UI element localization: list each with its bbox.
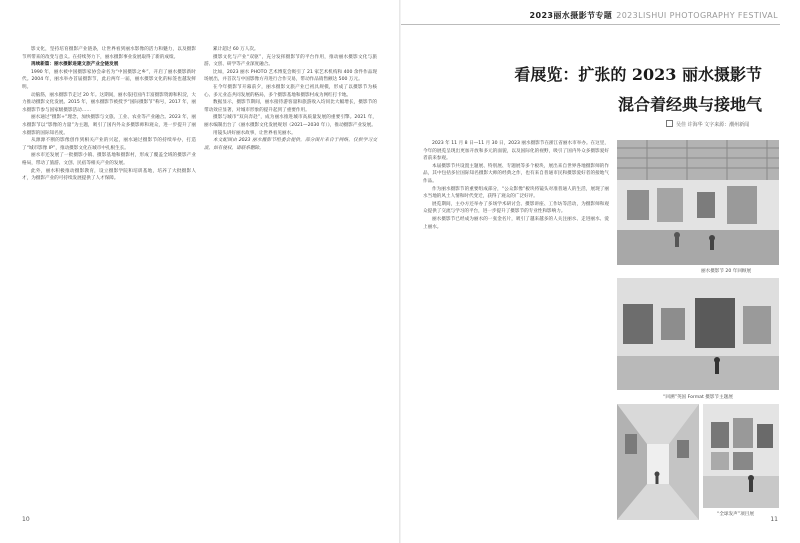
body-paragraph: 作为丽水摄影节的重要组成部分，“公众影像”板块将镜头对准普通人的生活，展现了丽水当地的风土人情和时代变迁，获得了观众的广泛好评。 (423, 186, 609, 200)
body-paragraph: 丽水通过“摄影+”理念，加快摄影与文旅、工业、农业等产业融合。2023 年，丽水摄影节以“影像的力量”为主题，吸引了国内外众多摄影师和观众，进一步提升了丽水摄影的国际知名度。 (22, 115, 196, 136)
photo-format-exhibition (617, 278, 779, 390)
body-paragraph: 此外，丽水积极推动摄影教育，设立摄影学院和培训基地，培养了大批摄影人才，为摄影产业的可持续发展提供了人才保障。 (22, 168, 196, 182)
body-paragraph: 展览期间，主办方还举办了多场学术研讨会、摄影讲座、工作坊等活动，为摄影师和观众提供了交流与学习的平台，进一步提升了摄影节的专业性和影响力。 (423, 201, 609, 215)
page-number-left: 10 (22, 516, 30, 523)
left-column-1 (22, 46, 196, 183)
article-title-line2: 混合着经典与接地气 (617, 95, 762, 114)
body-paragraph: 用镜头讲好丽水故事，让世界看见丽水。 (213, 130, 296, 136)
body-paragraph: 数据显示，摄影节期间，丽水接待游客量和旅游收入均同比大幅增长，摄影节的带动效应显著，对城市形象的提升起到了重要作用。 (204, 100, 377, 113)
photo-global-voice (703, 404, 779, 508)
photo-corridor-image (617, 404, 699, 520)
body-paragraph: 比如，2023 丽水 PHOTO 艺术博览会吸引了 21 家艺术机构和 400 余件作品现场展出，并首次与中国影像方舟进行合作交易，带动作品销售额达 500 万元。 (204, 69, 377, 83)
body-paragraph: 动脑筋，丽水摄影节走过 20 年。这期间，丽水依托国内丰富摄影资源和积淀，大力推动摄影文化发展。2015 年，丽水摄影节被授予“国际摄影节”称号，2017 年，丽水摄影节参与国家级摄影活动…… (22, 92, 196, 113)
header-title-zh: 2023丽水摄影节专题 (529, 11, 613, 20)
right-column (423, 140, 609, 231)
photo-global-voice-image (703, 404, 779, 508)
photo-credit-note: 本文配图由 2023 丽水摄影节组委会提供，部分图片来自于网络，仅供学习交流，如有侵权，请联系删除。 (204, 138, 377, 151)
body-paragraph: 1990 年，丽水被中国摄影家协会命名为“中国摄影之乡”，开启了丽水摄影新时代。2004 年，丽水举办首届摄影节，此后两年一届，丽水摄影文化的标签也越发鲜明。 (22, 69, 196, 90)
header-rule (401, 24, 780, 25)
body-paragraph: 丽水摄影节已经成为丽水的一张金名片，吸引了越来越多的人关注丽水、走进丽水、爱上丽水。 (423, 216, 609, 230)
body-paragraph: 2023 年 11 月 8 日—11 月 30 日，2023 丽水摄影节在浙江省丽水市举办。在这里，今年的展览呈现出更加开放和多元的面貌，以及国际化的视野，吸引了国内外众多摄影爱好者前来参观。 (423, 141, 609, 162)
running-header (401, 10, 800, 32)
caption-photo4: “全球发声”项目展 (717, 512, 754, 517)
body-paragraph: 在今年摄影节开幕前夕，丽水摄影文旅产业已初具规模，形成了以摄影节为核心、多元业态共同发展的格局，多个摄影基地和摄影村成为网红打卡地。 (204, 84, 377, 98)
header-title-en: 2023LISHUI PHOTOGRAPHY FESTIVAL (616, 11, 778, 20)
body-paragraph: 从源源不断的影像创作到相关产业的兴起，丽水通过摄影节的持续举办，打造了“城市影像 IP”，推动摄影文化在城市中扎根生长。 (22, 138, 196, 151)
page-number-right: 11 (770, 516, 778, 523)
byline-text: 吴佳 许海华 文字来源：潮州新闻 (676, 122, 750, 128)
body-paragraph: 摄影文化与产业“双驱”，充分发挥摄影节的平台作用，推动丽水摄影文化与旅游、文创、研学等产业深度融合。 (204, 54, 377, 68)
section-subheading: 再续新篇：丽水摄影进建文旅产业全链发展 (31, 62, 119, 68)
photo-format-exhibition-image (617, 278, 779, 390)
byline (666, 120, 749, 128)
photo-corridor (617, 404, 699, 520)
byline-box-icon (666, 120, 673, 127)
caption-photo2: “回溯”英国 Format 摄影节主题展 (663, 395, 733, 400)
body-paragraph: 摄影与城市“双向奔赴”，成为丽水推进城市高质量发展的重要引擎。2021 年，丽水编制出台了《丽水摄影文化发展规划（2021—2030 年）》，推动摄影产业发展。 (204, 115, 377, 128)
left-page (0, 0, 399, 543)
photo-exhibition-hall (617, 140, 779, 265)
article-title-line1: 看展览：扩张的 2023 丽水摄影节 (514, 65, 762, 84)
right-page (401, 0, 800, 543)
body-paragraph: 影文化，坚持培育摄影产业链条，让世界看到丽水影像的活力和魅力，以及摄影节所带来的改变与意义。在持续努力下，丽水摄影事业发展取得了新的成绩。 (22, 47, 196, 60)
body-paragraph: 本届摄影节共设置主题展、特别展、专题展等多个板块，展出来自世界各地摄影师的作品，其中包括多位国际知名摄影大师的经典之作，也有来自普通市民和摄影爱好者的接地气作品。 (423, 163, 609, 184)
caption-photo1: 丽水摄影节 20 年回顾展 (701, 269, 752, 274)
left-column-2 (204, 46, 377, 152)
body-paragraph: 丽水市还发展了一批摄影小镇、摄影基地和摄影村，形成了覆盖全域的摄影产业格局，带动了旅游、文创、民宿等相关产业的发展。 (22, 153, 196, 166)
photo-exhibition-hall-image (617, 140, 779, 265)
body-paragraph: 累计超过 60 万人次。 (213, 47, 259, 52)
